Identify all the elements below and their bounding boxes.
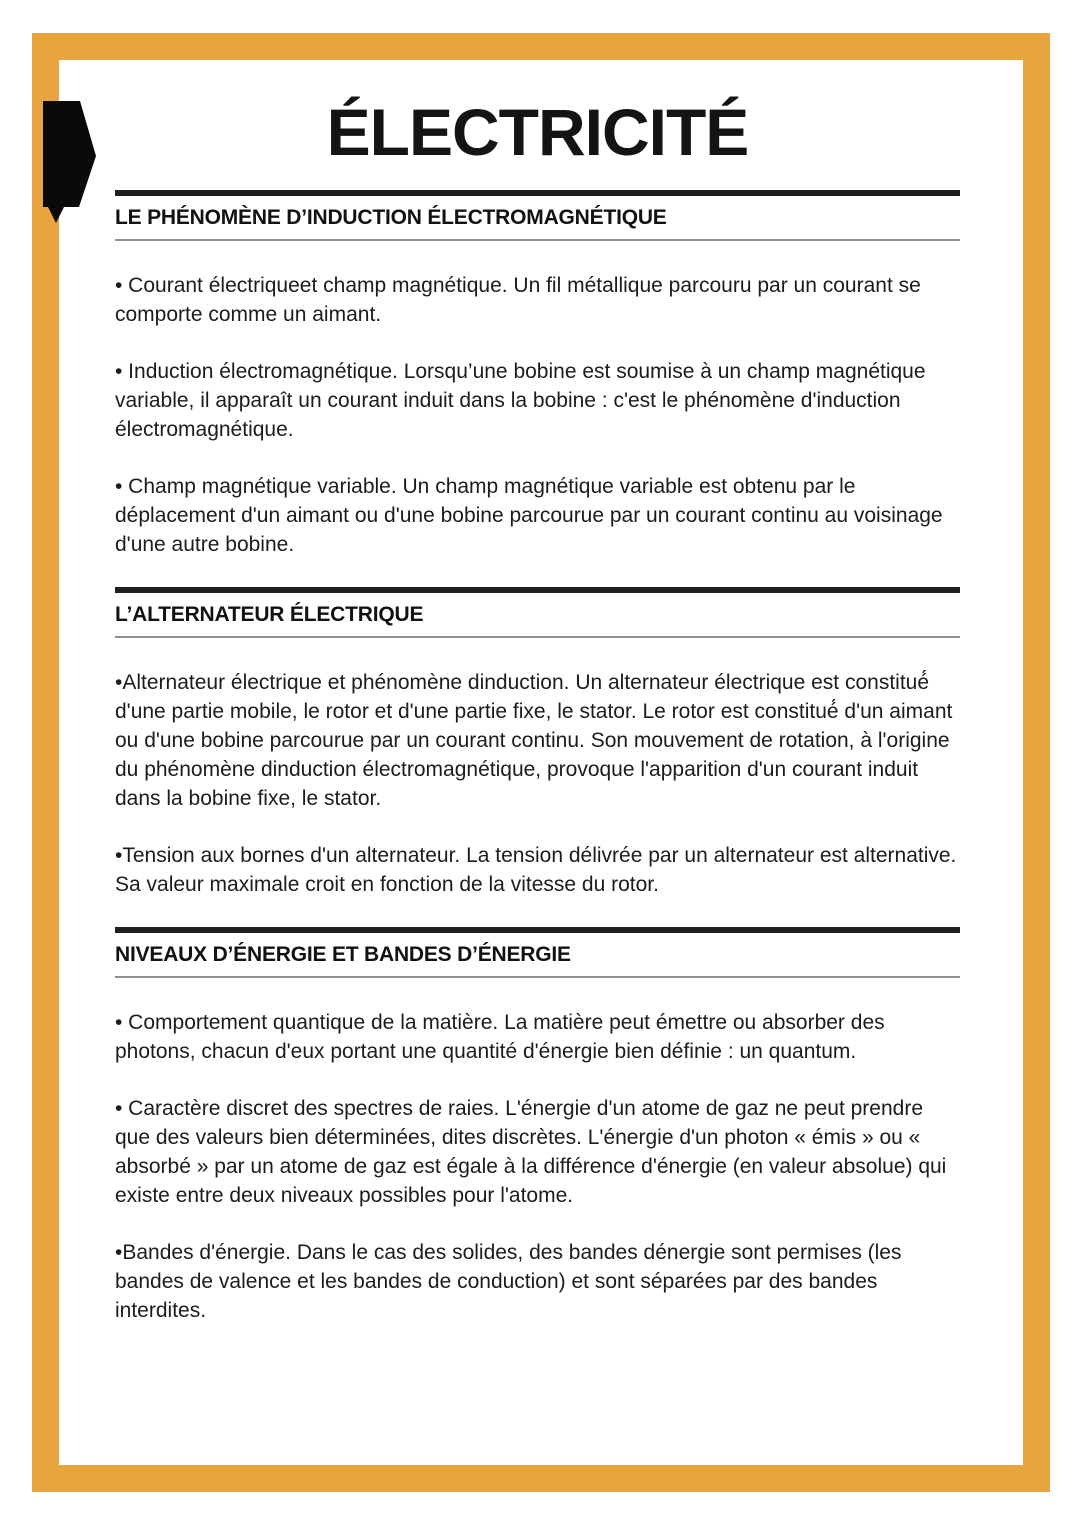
section-alternateur [115,587,960,899]
section-heading: L’ALTERNATEUR ÉLECTRIQUE [115,602,424,626]
section-top-bar [115,927,960,933]
bullet-paragraph: •Bandes d'énergie. Dans le cas des solides, des bandes dénergie sont permises (les bandes de valence et les bandes de conduction) et sont séparées par des bandes interdites. [115,1240,902,1322]
bullet-paragraph: • Courant électriqueet champ magnétique. Un fil métallique parcouru par un courant se comporte comme un aimant. [115,273,921,326]
bookmark-arrow-icon [43,101,99,225]
bullet-paragraph: • Champ magnétique variable. Un champ magnétique variable est obtenu par le déplacement d'un aimant ou d'une bobine parcourue par un courant continu au voisinage d'une autre bobine. [115,474,943,556]
section-heading: LE PHÉNOMÈNE D’INDUCTION ÉLECTROMAGNÉTIQUE [115,205,667,229]
bullet-paragraph: •Alternateur électrique et phénomène dinduction. Un alternateur électrique est constitué́ d'une partie mobile, le rotor et d'une partie fixe, le stator. Le rotor est constitué́ d'un aimant ou d'une bobine parcourue par un courant continu. Son mouvement de rotation, à l'origine du phénomène dinduction électromagnétique, provoque l'apparition d'un courant induit dans la bobine fixe, le stator. [115,670,953,810]
bullet-paragraph: •Tension aux bornes d'un alternateur. La tension délivrée par un alternateur est alternative. Sa valeur maximale croit en fonction de la vitesse du rotor. [115,843,957,896]
bullet-paragraph: • Caractère discret des spectres de raies. L'énergie d'un atome de gaz ne peut prendre que des valeurs bien déterminées, dites discrètes. L'énergie d'un photon « émis » ou « absorbé » par un atome de gaz est égale à la différence d'énergie (en valeur absolue) qui existe entre deux niveaux possibles pour l'atome. [115,1096,947,1207]
section-niveaux-energie [115,927,960,1325]
section-underline-rule [115,976,960,978]
bullet-paragraph: • Comportement quantique de la matière. La matière peut émettre ou absorber des photons, chacun d'eux portant une quantité d'énergie bien définie : un quantum. [115,1010,885,1063]
bullet-paragraph: • Induction électromagnétique. Lorsqu’une bobine est soumise à un champ magnétique variable, il apparaît un courant induit dans la bobine : c'est le phénomène d'induction électromagnétique. [115,359,926,441]
section-heading: NIVEAUX D’ÉNERGIE ET BANDES D’ÉNERGIE [115,942,571,966]
section-top-bar [115,190,960,196]
section-induction [115,190,960,559]
section-underline-rule [115,239,960,241]
content-area [115,60,960,1353]
section-underline-rule [115,636,960,638]
page-title: ÉLECTRICITÉ [326,95,749,169]
section-top-bar [115,587,960,593]
